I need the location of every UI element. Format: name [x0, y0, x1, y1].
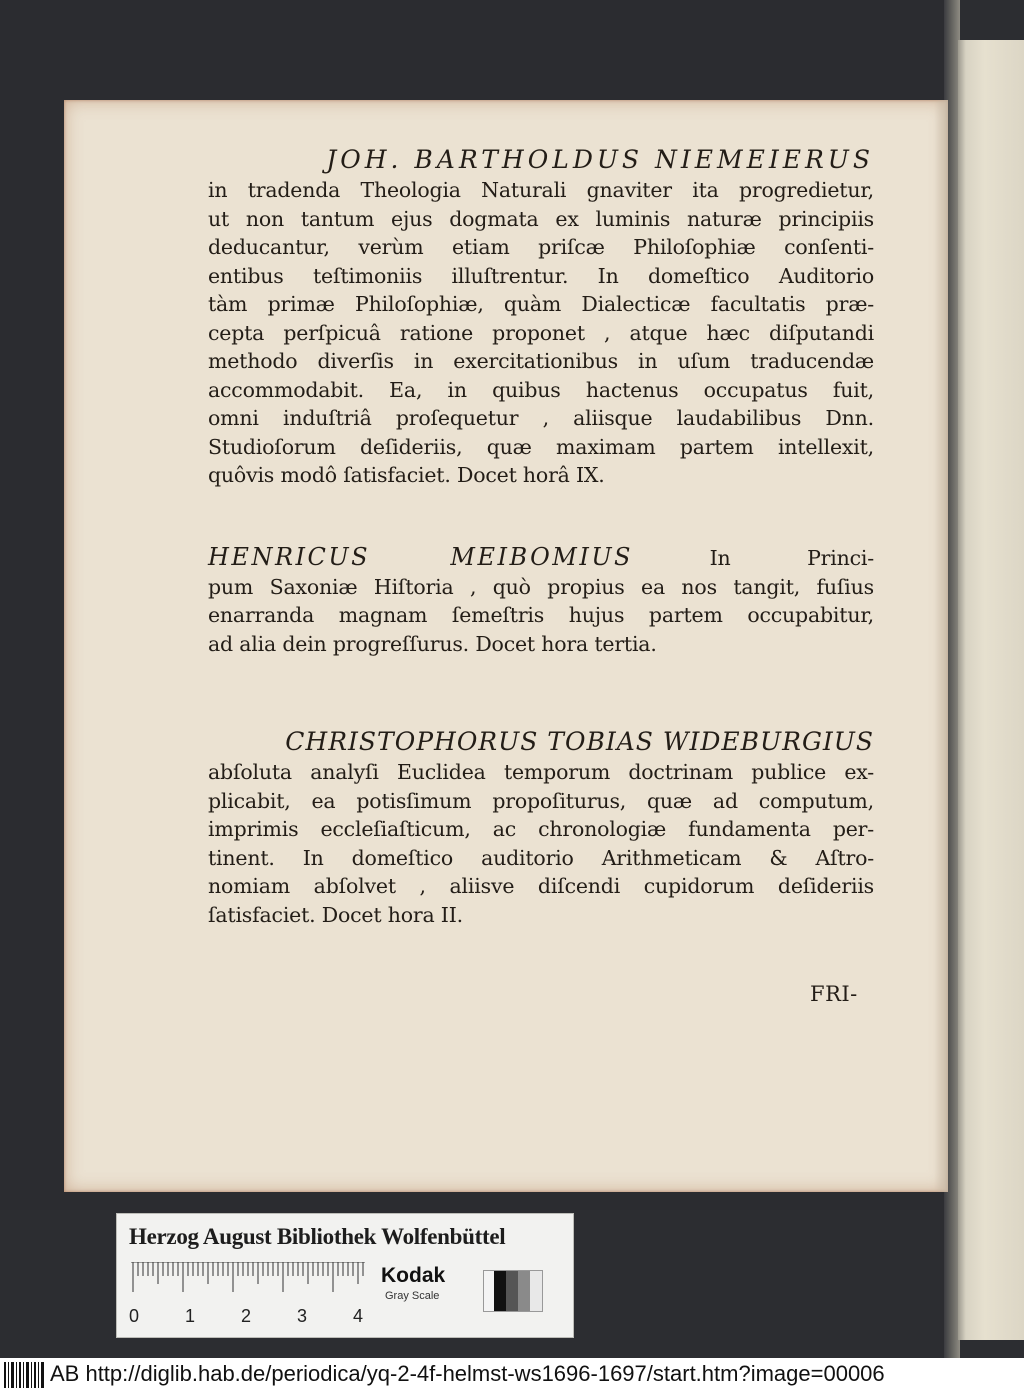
library-label [116, 1213, 574, 1338]
text-line: tàm primæ Philoſophiæ, quàm Dialecticæ facultatis præ- [208, 292, 874, 316]
entry-heading: JOH. BARTHOLDUS NIEMEIERUS [326, 145, 874, 174]
entry-first-line [208, 543, 874, 573]
ruler-number: 2 [241, 1306, 252, 1326]
gray-scale-swatch [483, 1270, 543, 1312]
entry-heading: HENRICUS MEIBOMIUS [208, 543, 633, 571]
text-line: ad alia dein progreſſurus. Docet hora tertia. [208, 631, 657, 656]
text-line: plicabit, ea potisſimum propoſiturus, quæ ad computum, [208, 788, 874, 813]
entry-heading: CHRISTOPHORUS TOBIAS WIDEBURGIUS [285, 727, 874, 756]
text-line: ſatisfaciet. Docet hora II. [208, 902, 463, 927]
text-line: abſoluta analyſi Euclidea temporum doctrinam publice ex- [208, 760, 874, 784]
entry-wideburgius [208, 726, 874, 929]
entry-meibomius [208, 543, 874, 658]
text-line: imprimis eccleſiaſticum, ac chronologiæ fundamenta per- [208, 817, 874, 841]
catchword: FRI- [810, 982, 858, 1006]
text-line: tinent. In domeſtico auditorio Arithmeticam & Aſtro- [208, 845, 874, 870]
text-line: Studioſorum deſideriis, quæ maximam partem intellexit, [208, 434, 874, 459]
adjacent-page-edge [958, 40, 1024, 1340]
text-line: nomiam abſolvet , aliisve diſcendi cupidorum deſideriis [208, 874, 874, 898]
text-line: accommodabit. Ea, in quibus hactenus occupatus fuit, [208, 377, 874, 402]
barcode-icon [4, 1362, 46, 1388]
library-title: Herzog August Bibliothek Wolfenbüttel [129, 1224, 506, 1249]
text-line: cepta perſpicuâ ratione proponet , atque hæc diſputandi [208, 320, 874, 345]
entry-niemeierus [208, 144, 874, 490]
text-fragment: In Princi- [709, 546, 874, 570]
kodak-subtitle: Gray Scale [385, 1290, 440, 1302]
text-line: ut non tantum ejus dogmata ex luminis naturæ principiis [208, 206, 874, 231]
text-line: deducantur, verùm etiam priſcæ Philoſophiæ conſenti- [208, 235, 874, 259]
text-line: in tradenda Theologia Naturali gnaviter ita progredietur, [208, 178, 874, 202]
text-line: entibus teſtimoniis illuſtrentur. In domeſtico Auditorio [208, 263, 874, 288]
ruler-number: 4 [353, 1306, 364, 1326]
ruler-number: 3 [297, 1306, 308, 1326]
ruler-number: 0 [129, 1306, 140, 1326]
ruler-number: 1 [185, 1306, 196, 1326]
scale-ruler [131, 1262, 365, 1298]
text-line: methodo diverſis in exercitationibus in uſum traducendæ [208, 349, 874, 373]
text-line: enarranda magnam ſemeſtris hujus partem occupabitur, [208, 603, 874, 627]
text-line: quôvis modô ſatisfaciet. Docet horâ IX. [208, 463, 605, 487]
url-text[interactable]: AB http://diglib.hab.de/periodica/yq-2-4f-helmst-ws1696-1697/start.htm?image=00006 [50, 1361, 885, 1386]
kodak-logo: Kodak [381, 1264, 446, 1287]
text-line: omni induſtriâ proſequetur , aliisque laudabilibus Dnn. [208, 406, 874, 430]
text-line: pum Saxoniæ Hiſtoria , quò propius ea nos tangit, fuſius [208, 574, 874, 599]
url-bar [0, 1358, 1024, 1394]
